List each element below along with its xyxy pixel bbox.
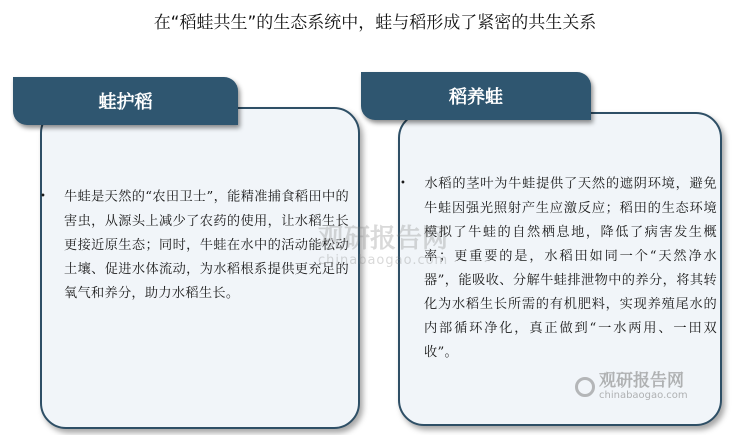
diagram-title: 在“稻蛙共生”的生态系统中，蛙与稻形成了紧密的共生关系 <box>153 13 597 33</box>
watermark-center-cn: 观研报告网 <box>318 224 449 254</box>
frog-protects-rice-description: 牛蛙是天然的“农田卫士”，能精准捕食稻田中的害虫，从源头上减少了农药的使用，让水稻生长更接近原生态；同时，牛蛙在水中的活动能松动土壤、促进水体流动，为水稻根系提供更充足的氧气和养分，助力水稻生长。 <box>64 189 349 301</box>
watermark-center <box>318 225 448 268</box>
rice-nourishes-frog-description: 水稻的茎叶为牛蛙提供了天然的遮阴环境，避免牛蛙因强光照射产生应激反应；稻田的生态环境模拟了牛蛙的自然栖息地，降低了病害发生概率；更重要的是，水稻田如同一个“天然净水器”，能吸收、分解牛蛙排泄物中的养分，将其转化为水稻生长所需的有机肥料，实现养殖尾水的内部循环净化，真正做到“一水两用、一田双收”。 <box>424 176 717 360</box>
watermark-corner-en: chinabaogao.com <box>599 390 688 401</box>
watermark-center-en: chinabaogao.com <box>318 252 449 268</box>
rice-nourishes-frog-text <box>400 172 717 365</box>
rice-nourishes-frog-header: 稻养蛙 <box>361 72 591 120</box>
bullet-icon: • <box>40 191 47 202</box>
watermark-corner <box>575 372 688 402</box>
watermark-logo-icon <box>575 377 595 397</box>
watermark-corner-cn: 观研报告网 <box>599 371 684 391</box>
frog-protects-rice-header: 蛙护稻 <box>13 77 238 125</box>
frog-protects-rice-text <box>40 185 349 306</box>
bullet-icon: • <box>400 178 407 189</box>
